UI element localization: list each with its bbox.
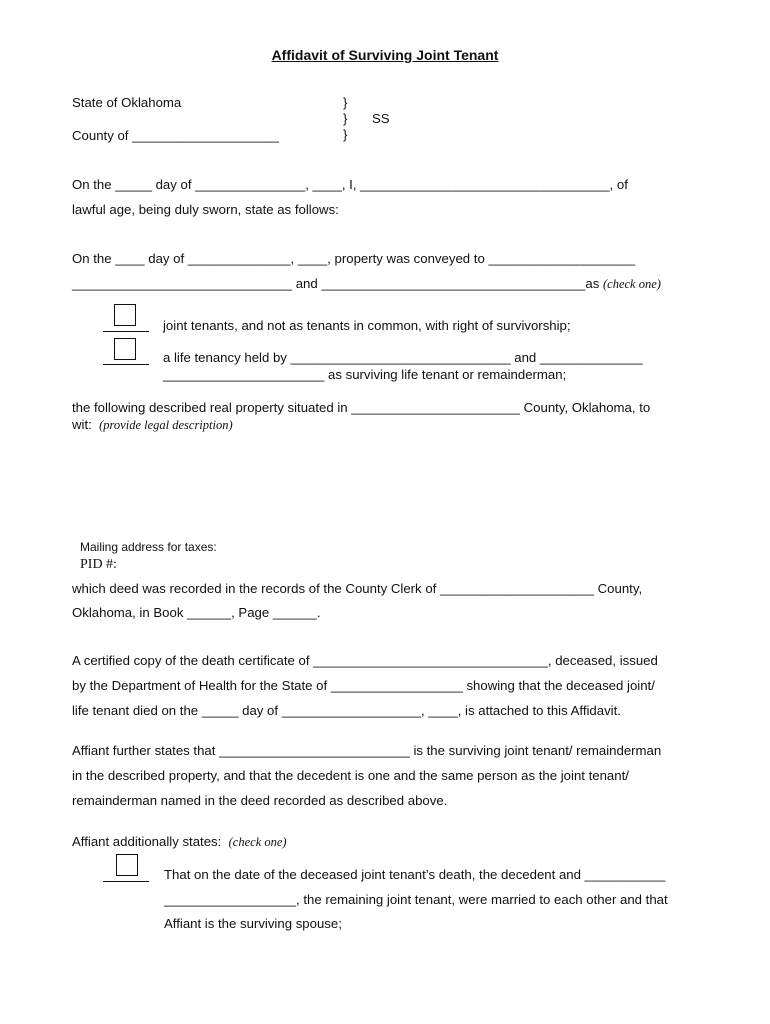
check-one-note: (check one) [603, 277, 661, 291]
spouse-option-line-3: Affiant is the surviving spouse; [164, 916, 342, 931]
surviving-spouse-checkbox[interactable] [116, 854, 138, 876]
recording-line-2: Oklahoma, in Book ______, Page ______. [72, 605, 321, 620]
checkbox-underline [103, 881, 149, 882]
intro-line-1: On the _____ day of _______________, ____, I, __________________________________, of [72, 177, 628, 192]
conveyance-line-1: On the ____ day of ______________, ____, property was conveyed to ____________________ [72, 251, 636, 266]
spouse-option-line-1: That on the date of the deceased joint tenant’s death, the decedent and ___________ [164, 867, 666, 882]
spouse-option-line-2: __________________, the remaining joint tenant, were married to each other and that [164, 892, 668, 907]
further-line-3: remainderman named in the deed recorded as described above. [72, 793, 448, 808]
conveyance-line-2 [72, 276, 661, 292]
county-line: County of ____________________ [72, 128, 279, 143]
option-joint-tenants: joint tenants, and not as tenants in common, with right of survivorship; [163, 318, 571, 333]
option-life-tenancy-line-2: ______________________ as surviving life tenant or remainderman; [163, 367, 567, 382]
death-cert-line-1: A certified copy of the death certificate of ________________________________, deceased, issued [72, 653, 658, 668]
property-line-2 [72, 417, 233, 433]
ss-label: SS [372, 111, 390, 126]
additionally-line [72, 834, 287, 850]
option-life-tenancy-line-1: a life tenancy held by ______________________________ and ______________ [163, 350, 643, 365]
intro-line-2: lawful age, being duly sworn, state as follows: [72, 202, 339, 217]
wit-label: wit: [72, 417, 92, 432]
death-cert-line-3: life tenant died on the _____ day of ___________________, ____, is attached to this Affidavit. [72, 703, 621, 718]
joint-tenants-checkbox[interactable] [114, 304, 136, 326]
death-cert-line-2: by the Department of Health for the State of __________________ showing that the deceased joint/ [72, 678, 655, 693]
life-tenancy-checkbox[interactable] [114, 338, 136, 360]
recording-line-1: which deed was recorded in the records of the County Clerk of _____________________ County, [72, 581, 643, 596]
brace-3: } [343, 127, 348, 142]
conveyance-line-2-text: ______________________________ and ____________________________________as [72, 276, 600, 291]
pid-label: PID #: [80, 557, 117, 572]
document-title: Affidavit of Surviving Joint Tenant [271, 47, 499, 63]
further-line-2: in the described property, and that the decedent is one and the same person as the joint tenant/ [72, 768, 629, 783]
mailing-address-label: Mailing address for taxes: [80, 540, 217, 554]
property-line-1: the following described real property situated in _______________________ County, Oklahoma, to [72, 400, 651, 415]
state-line: State of Oklahoma [72, 95, 182, 110]
brace-2: } [343, 111, 348, 126]
check-one-note-2: (check one) [228, 835, 287, 849]
additionally-label: Affiant additionally states: [72, 834, 222, 849]
further-line-1: Affiant further states that __________________________ is the surviving joint tenant/ remainderman [72, 743, 662, 758]
checkbox-underline [103, 364, 149, 365]
legal-description-note: (provide legal description) [99, 418, 233, 432]
brace-1: } [343, 95, 348, 110]
checkbox-underline [103, 331, 149, 332]
